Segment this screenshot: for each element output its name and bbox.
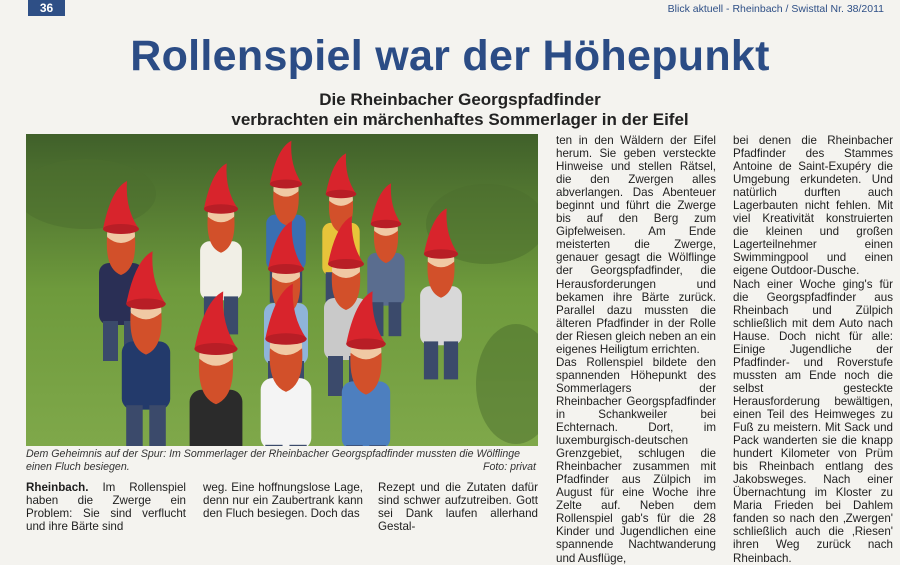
dwarf-children-photo bbox=[26, 134, 538, 446]
headline: Rollenspiel war der Höhepunkt bbox=[130, 32, 770, 80]
subheadline-line-2: verbrachten ein märchenhaftes Sommerlager in der Eifel bbox=[231, 110, 689, 129]
photo-credit: Foto: privat bbox=[483, 461, 536, 473]
masthead: Blick aktuell - Rheinbach / Swisttal Nr. 38/2011 bbox=[667, 3, 884, 15]
column-5-paragraph-2: Nach einer Woche ging's für die Georgspfadfinder aus Rheinbach und Zülpich schließlich mit dem Auto nach Hause. Doch nicht für alle: Einige Jugendliche der Pfadfinder- und Roverstufe mussten am Ende noch die selbst gesteckte Herausforderung bewältigen, einen Teil des Heimweges zu Fuß zu meistern. Mit Sack und Pack wanderten sie die knapp hundert Kilometer von Prüm bis Rheinbach entlang des Jakobsweges. Nach einer Übernachtung im Kloster zu Maria Frieden bei Dahlem fanden so nach den ‚Zwergen' schließlich auch die ‚Riesen' ihren Weg zurück nach Rheinbach. bbox=[733, 277, 893, 565]
column-3-text: Rezept und die Zutaten dafür sind schwer aufzutreiben. Gott sei Dank laufen allerhand Gestal- bbox=[378, 481, 538, 534]
article-column-1 bbox=[26, 481, 186, 533]
article-column-2 bbox=[203, 481, 363, 520]
caption-text: Dem Geheimnis auf der Spur: Im Sommerlager der Rheinbacher Georgspfadfinder mussten die Wölflinge einen Fluch besiegen. bbox=[26, 448, 521, 473]
subheadline-line-1: Die Rheinbacher Georgspfadfinder bbox=[319, 90, 601, 109]
article-column-5 bbox=[733, 134, 893, 565]
column-1-text: Im Rollenspiel haben die Zwerge ein Problem: Sie sind verflucht und ihre Bärte sind bbox=[26, 481, 186, 534]
page-number: 36 bbox=[28, 0, 65, 16]
column-4-paragraph-2: Das Rollenspiel bildete den spannenden Höhepunkt des Sommerlagers der Rheinbacher Georgspfadfinder in Schankweiler bei Echternach. Dort, im luxemburgisch-deutschen Grenzgebiet, schlugen die Rheinbacher zusammen mit Pfadfinder aus Zülpich im August für eine Woche ihre Zelte auf. Neben dem Rollenspiel gab's für die 28 Kinder und Jugendlichen eine spannende Nachtwanderung und Ausflüge, bbox=[556, 355, 716, 565]
subheadline bbox=[0, 90, 900, 130]
photo-caption bbox=[26, 448, 538, 474]
column-5-paragraph-1: bei denen die Rheinbacher Pfadfinder des Stammes Antoine de Saint-Exupéry die Umgebung erkundeten. Und natürlich durften auch Lagerbauten nicht fehlen. Mit viel Kreativität konstruierten die kleinen und großen Lagerteilnehmer einen Swimmingpool und einen eigene Outdoor-Dusche. bbox=[733, 134, 893, 278]
article-photo bbox=[26, 134, 538, 446]
column-2-text: weg. Eine hoffnungslose Lage, denn nur ein Zaubertrank kann den Fluch besiegen. Doch das bbox=[203, 481, 363, 521]
article-column-3 bbox=[378, 481, 538, 533]
column-4-paragraph-1: ten in den Wäldern der Eifel herum. Sie geben versteckte Hinweise und stellen Rätsel, die den Zwergen alles abverlangen. Das Abenteuer beginnt und führt die Zwerge bis auf den Berg zum Gipfelweisen. Am Ende meisterten die Zwerge, genauer gesagt die Wölflinge der Georgspfadfinder, die Herausforderungen und bekamen ihre Bärte zurück. Parallel dazu mussten die älteren Pfadfinder in der Rolle der Riesen gleich neben an ein eigenes Heiligtum errichten. bbox=[556, 134, 716, 356]
dateline: Rheinbach. bbox=[26, 481, 89, 494]
article-column-4 bbox=[556, 134, 716, 565]
